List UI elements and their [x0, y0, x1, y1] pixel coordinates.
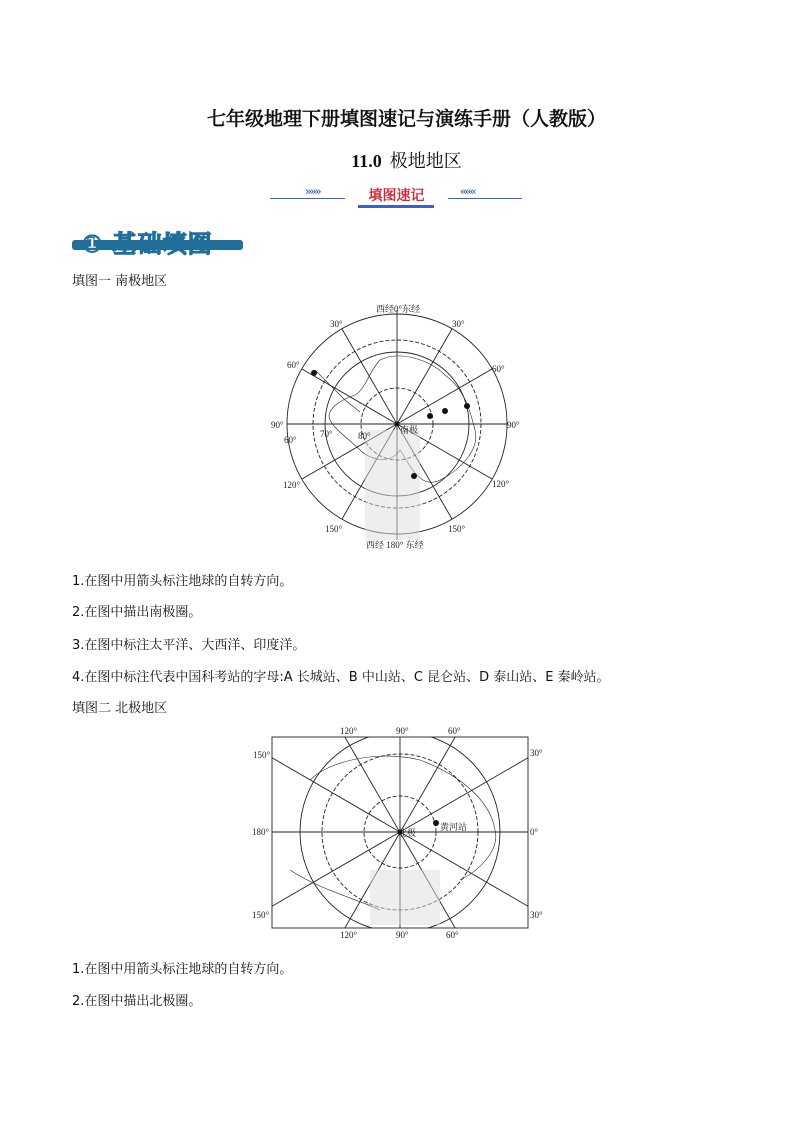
antarctic-map	[270, 300, 530, 550]
arctic-map	[250, 720, 550, 945]
question: 2.在图中描出南极圈。	[72, 605, 202, 620]
label-ne30: 30°	[452, 319, 465, 329]
label-b90: 90°	[396, 930, 409, 940]
label-r30-top: 30°	[530, 748, 543, 758]
label-nw60: 60°	[287, 360, 300, 370]
label-pole: 南极	[400, 425, 419, 435]
label-lat60: 60°	[284, 435, 297, 445]
station-dot	[464, 403, 470, 409]
question: 4.在图中标注代表中国科考站的字母:A 长城站、B 中山站、C 昆仑站、D 泰山站、E 秦岭站。	[72, 670, 610, 685]
section-banner	[72, 227, 243, 258]
label-lat80: 80°	[358, 431, 371, 441]
label-t60: 60°	[448, 726, 461, 736]
label-b120: 120°	[340, 930, 358, 940]
section-heading	[0, 147, 793, 173]
figure1-caption: 填图一 南极地区	[72, 274, 168, 289]
label-bottom: 西经 180° 东经	[366, 540, 424, 550]
document-title: 七年级地理下册填图速记与演练手册（人教版）	[206, 108, 606, 130]
tag-underline	[358, 205, 434, 208]
question: 2.在图中描出北极圈。	[72, 994, 202, 1009]
station-dot	[311, 370, 317, 376]
label-l150-bottom: 150°	[252, 910, 270, 920]
label-l180: 180°	[252, 827, 270, 837]
section-tag: 填图速记	[368, 188, 425, 204]
label-top: 西经0°东经	[376, 304, 421, 314]
banner-label: ① 基础填图	[82, 230, 213, 258]
station-dot	[433, 820, 439, 826]
label-ne60: 60°	[492, 364, 505, 374]
label-sw120: 120°	[283, 480, 301, 490]
greenland-area	[370, 870, 440, 925]
divider-right	[448, 198, 522, 199]
section-number: 11.0	[351, 151, 382, 171]
section-title: 极地地区	[389, 151, 462, 172]
label-b60: 60°	[446, 930, 459, 940]
divider-left	[270, 198, 345, 199]
label-pole: 北极	[398, 828, 417, 838]
label-nw30: 30°	[330, 319, 343, 329]
arrows-right-icon: »»»	[305, 185, 320, 198]
question: 3.在图中标注太平洋、大西洋、印度洋。	[72, 638, 306, 653]
pole-dot	[395, 422, 400, 427]
label-station: 黄河站	[440, 822, 468, 832]
label-r0: 0°	[530, 827, 539, 837]
station-dot	[411, 473, 417, 479]
station-dot	[427, 413, 433, 419]
question: 1.在图中用箭头标注地球的自转方向。	[72, 574, 293, 589]
figure2-caption: 填图二 北极地区	[72, 701, 168, 716]
label-lat70: 70°	[320, 429, 333, 439]
label-se120: 120°	[492, 479, 510, 489]
label-w90: 90°	[271, 420, 284, 430]
question: 1.在图中用箭头标注地球的自转方向。	[72, 962, 293, 977]
label-se150: 150°	[448, 524, 466, 534]
label-e90: 90°	[507, 420, 520, 430]
label-t90: 90°	[396, 726, 409, 736]
label-r30-bottom: 30°	[530, 910, 543, 920]
label-l150-top: 150°	[253, 750, 271, 760]
ice-shelf	[365, 430, 420, 540]
arrows-left-icon: «««	[460, 185, 475, 198]
station-dot	[442, 408, 448, 414]
label-t120: 120°	[340, 726, 358, 736]
label-sw150: 150°	[325, 524, 343, 534]
